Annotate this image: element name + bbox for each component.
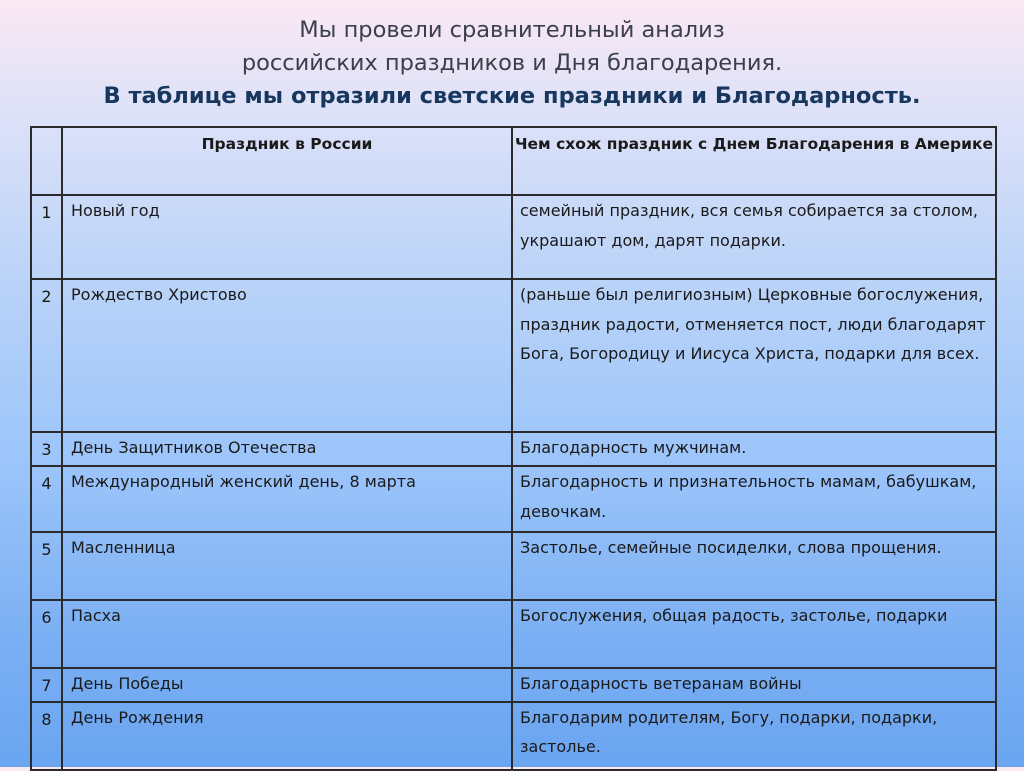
row-holiday: День Рождения	[62, 702, 512, 770]
row-holiday: День Победы	[62, 668, 512, 702]
title-line-1: Мы провели сравнительный анализ	[299, 17, 725, 43]
table-row	[31, 279, 996, 432]
row-number: 1	[31, 195, 62, 279]
row-number: 6	[31, 600, 62, 668]
holidays-comparison-table	[30, 126, 997, 771]
title-line-2: российских праздников и Дня благодарения.	[241, 50, 783, 76]
slide-title	[0, 14, 1024, 113]
header-similarity: Чем схож праздник с Днем Благодарения в Америке	[512, 127, 996, 195]
row-number: 5	[31, 532, 62, 600]
header-number	[31, 127, 62, 195]
table-row	[31, 432, 996, 466]
table-row	[31, 668, 996, 702]
row-similarity: Благодарим родителям, Богу, подарки, подарки, застолье.	[512, 702, 996, 770]
row-similarity: Благодарность мужчинам.	[512, 432, 996, 466]
table-header-row	[31, 127, 996, 195]
row-number: 7	[31, 668, 62, 702]
row-number: 2	[31, 279, 62, 432]
row-holiday: Пасха	[62, 600, 512, 668]
title-line-3: В таблице мы отразили светские праздники и Благодарность.	[103, 83, 921, 109]
header-holiday: Праздник в России	[62, 127, 512, 195]
table-row	[31, 466, 996, 532]
row-similarity: семейный праздник, вся семья собирается за столом, украшают дом, дарят подарки.	[512, 195, 996, 279]
row-holiday: Масленница	[62, 532, 512, 600]
table-row	[31, 600, 996, 668]
row-holiday: День Защитников Отечества	[62, 432, 512, 466]
row-number: 4	[31, 466, 62, 532]
table-row	[31, 195, 996, 279]
row-holiday: Новый год	[62, 195, 512, 279]
row-number: 3	[31, 432, 62, 466]
row-similarity: Благодарность ветеранам войны	[512, 668, 996, 702]
table-row	[31, 702, 996, 770]
row-similarity: Благодарность и признательность мамам, бабушкам, девочкам.	[512, 466, 996, 532]
row-holiday: Международный женский день, 8 марта	[62, 466, 512, 532]
row-similarity: Застолье, семейные посиделки, слова прощения.	[512, 532, 996, 600]
row-number: 8	[31, 702, 62, 770]
table-row	[31, 532, 996, 600]
row-holiday: Рождество Христово	[62, 279, 512, 432]
row-similarity: Богослужения, общая радость, застолье, подарки	[512, 600, 996, 668]
row-similarity: (раньше был религиозным) Церковные богослужения, праздник радости, отменяется пост, люди благодарят Бога, Богородицу и Иисуса Христа, подарки для всех.	[512, 279, 996, 432]
